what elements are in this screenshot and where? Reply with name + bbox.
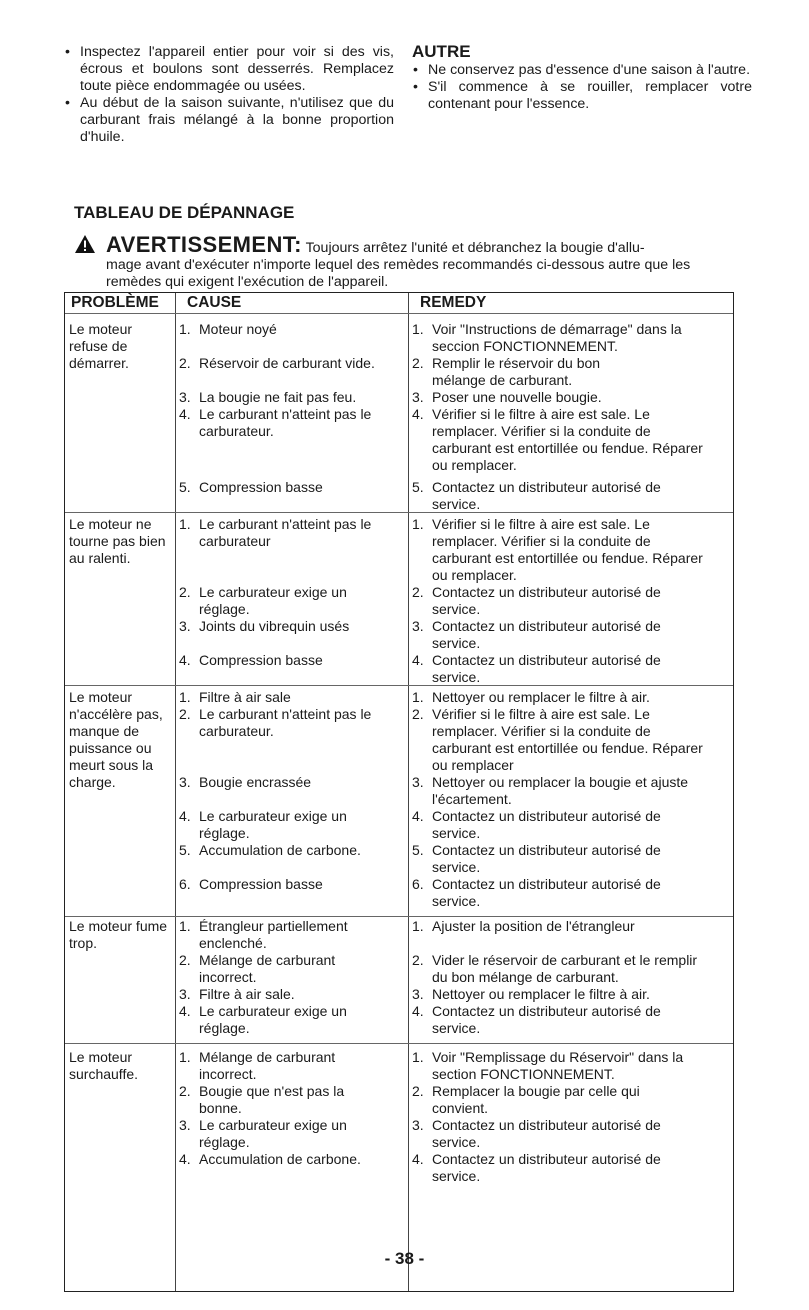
remedy-item: 4. Contactez un distributeur autorisé de service. [412, 652, 661, 685]
remedy-item: 3. Nettoyer ou remplacer la bougie et ajuste l'écartement. [412, 774, 689, 807]
header-probleme: PROBLÈME [71, 294, 159, 311]
bullet-no-fuel-storage: • Ne conservez pas d'essence d'une saison à l'autre. [412, 62, 752, 79]
cause-item: 1. Étrangleur partiellement enclenché. [179, 918, 348, 951]
remedy-item: 1. Voir "Instructions de démarrage" dans la seccion FONCTIONNEMENT. [412, 321, 682, 354]
cause-item: 3. Joints du vibrequin usés [179, 618, 350, 634]
remedy-item: 3. Poser une nouvelle bougie. [412, 389, 602, 405]
warning-text-first: Toujours arrêtez l'unité et débranchez la bougie d'allu- [305, 240, 645, 256]
maintenance-bullets [64, 44, 394, 146]
remedy-item: 2. Vider le réservoir de carburant et le remplir du bon mélange de carburant. [412, 952, 698, 985]
problem-cell: Le moteur refuse de démarrer. [69, 321, 133, 371]
autre-section [412, 42, 752, 113]
cause-item: 2. Réservoir de carburant vide. [179, 355, 375, 371]
cause-item: 1. Filtre à air sale [179, 689, 291, 705]
cause-item: 3. Bougie encrassée [179, 774, 312, 790]
remedy-item: 3. Contactez un distributeur autorisé de service. [412, 618, 661, 651]
cause-item: 2. Le carburateur exige un réglage. [179, 584, 347, 617]
troubleshooting-table [64, 292, 734, 1292]
problem-cell: Le moteur ne tourne pas bien au ralenti. [69, 516, 166, 566]
page-number: - 38 - [384, 1249, 425, 1268]
bullet-new-season: • Au début de la saison suivante, n'utilisez que du carburant frais mélangé à la bonne proportion d'huile. [64, 95, 394, 146]
remedy-item: 1. Nettoyer ou remplacer le filtre à air. [412, 689, 650, 705]
problem-cell: Le moteur surchauffe. [69, 1049, 139, 1082]
cause-item: 2. Bougie que n'est pas la bonne. [179, 1083, 345, 1116]
cause-item: 4. Le carburateur exige un réglage. [179, 808, 347, 841]
remedy-item: 2. Remplir le réservoir du bon mélange de carburant. [412, 355, 601, 388]
cause-item: 4. Le carburateur exige un réglage. [179, 1003, 347, 1036]
cause-item: 5. Compression basse [179, 479, 323, 495]
header-divider [65, 313, 733, 314]
remedy-item: 5. Contactez un distributeur autorisé de service. [412, 842, 661, 875]
cause-item: 4. Le carburant n'atteint pas le carburateur. [179, 406, 372, 439]
header-cause: CAUSE [187, 294, 242, 311]
cause-item: 2. Le carburant n'atteint pas le carburateur. [179, 706, 372, 739]
warning-label: AVERTISSEMENT: [106, 232, 302, 257]
bullet-inspect: • Inspectez l'appareil entier pour voir si des vis, écrous et boulons sont desserrés. Remplacez toute pièce endommagée ou usées. [64, 44, 394, 95]
remedy-item: 2. Contactez un distributeur autorisé de service. [412, 584, 661, 617]
remedy-item: 1. Vérifier si le filtre à aire est sale. Le remplacer. Vérifier si la conduite de carburant est entortillée ou fendue. Réparer ou remplacer. [412, 516, 703, 583]
remedy-item: 3. Contactez un distributeur autorisé de service. [412, 1117, 661, 1150]
bullet-rust: • S'il commence à se rouiller, remplacer votre contenant pour l'essence. [412, 79, 752, 113]
remedy-item: 4. Contactez un distributeur autorisé de service. [412, 808, 661, 841]
problem-cell: Le moteur n'accélère pas, manque de puissance ou meurt sous la charge. [69, 689, 163, 790]
remedy-item: 3. Nettoyer ou remplacer le filtre à air. [412, 986, 650, 1002]
warning-first-line [106, 232, 645, 258]
remedy-item: 5. Contactez un distributeur autorisé de service. [412, 479, 661, 512]
remedy-item: 2. Vérifier si le filtre à aire est sale. Le remplacer. Vérifier si la conduite de carburant est entortillée ou fendue. Réparer ou remplacer [412, 706, 703, 773]
section-title: TABLEAU DE DÉPANNAGE [74, 203, 295, 222]
cause-item: 3. La bougie ne fait pas feu. [179, 389, 357, 405]
cause-item: 1. Mélange de carburant incorrect. [179, 1049, 336, 1082]
cause-item: 1. Moteur noyé [179, 321, 277, 337]
cause-item: 3. Le carburateur exige un réglage. [179, 1117, 347, 1150]
cause-item: 2. Mélange de carburant incorrect. [179, 952, 336, 985]
remedy-item: 4. Vérifier si le filtre à aire est sale. Le remplacer. Vérifier si la conduite de carburant est entortillée ou fendue. Réparer ou remplacer. [412, 406, 703, 473]
autre-heading: AUTRE [412, 42, 471, 61]
remedy-item: 6. Contactez un distributeur autorisé de service. [412, 876, 661, 909]
cause-item: 6. Compression basse [179, 876, 323, 892]
row-divider [65, 1043, 733, 1044]
cause-item: 3. Filtre à air sale. [179, 986, 295, 1002]
remedy-item: 1. Ajuster la position de l'étrangleur [412, 918, 635, 934]
remedy-item: 4. Contactez un distributeur autorisé de service. [412, 1151, 661, 1184]
row-divider [65, 916, 733, 917]
remedy-item: 1. Voir "Remplissage du Réservoir" dans la section FONCTIONNEMENT. [412, 1049, 684, 1082]
cause-item: 4. Accumulation de carbone. [179, 1151, 361, 1167]
remedy-item: 4. Contactez un distributeur autorisé de service. [412, 1003, 661, 1036]
cause-item: 5. Accumulation de carbone. [179, 842, 361, 858]
cause-item: 4. Compression basse [179, 652, 323, 668]
header-remedy: REMEDY [420, 294, 487, 311]
remedy-item: 2. Remplacer la bougie par celle qui convient. [412, 1083, 640, 1116]
problem-cell: Le moteur fume trop. [69, 918, 168, 951]
cause-item: 1. Le carburant n'atteint pas le carburateur [179, 516, 372, 549]
warning-text-rest: mage avant d'exécuter n'importe lequel des remèdes recommandés ci-dessous autre que les remèdes qui exigent l'exécution de l'appareil. [106, 257, 691, 290]
warning-triangle-icon [74, 234, 96, 254]
